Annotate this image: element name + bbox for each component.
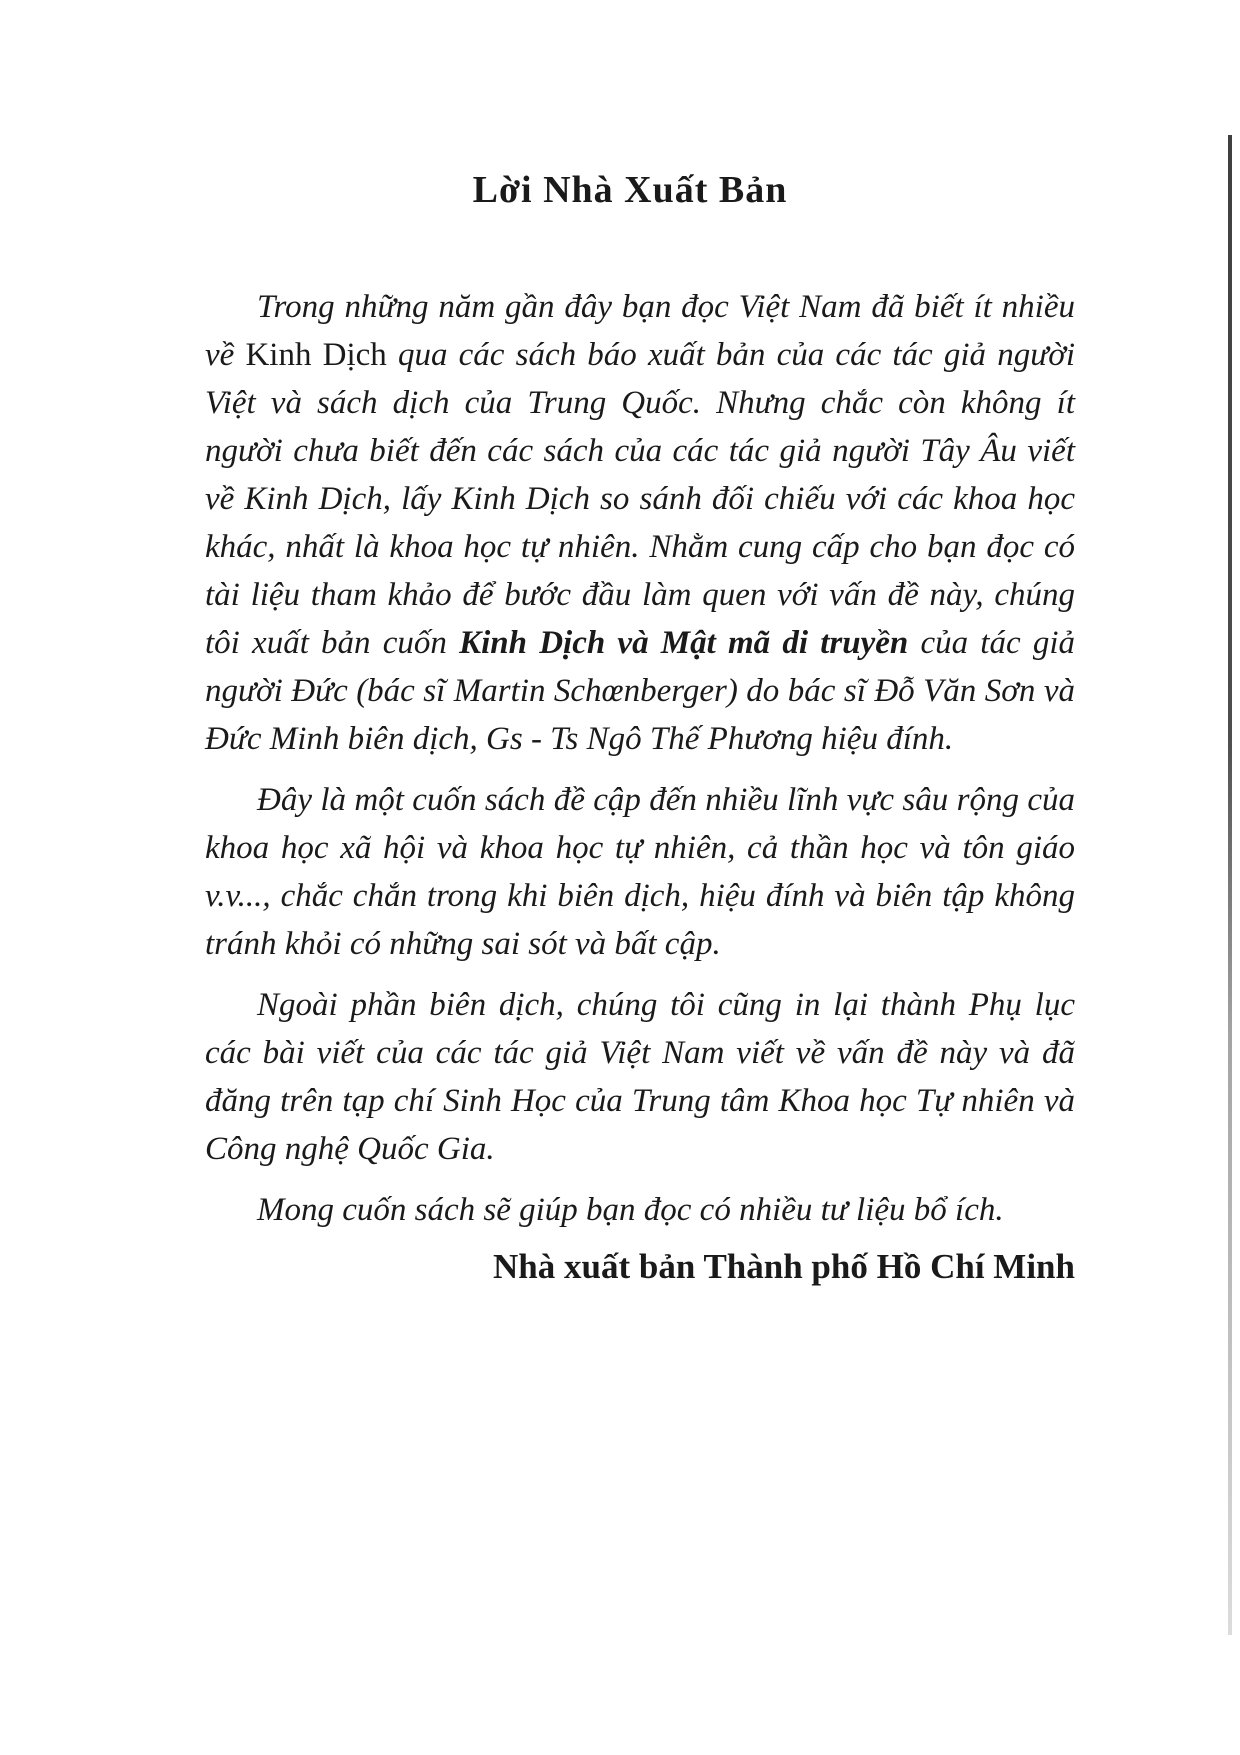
page-title: Lời Nhà Xuất Bản (472, 169, 788, 211)
paragraph-1 (205, 283, 1075, 763)
paragraph-4: Mong cuốn sách sẽ giúp bạn đọc có nhiều tư liệu bổ ích. (257, 1192, 1004, 1228)
publisher-signature: Nhà xuất bản Thành phố Hồ Chí Minh (493, 1247, 1075, 1286)
preface-body (205, 283, 1075, 1287)
paragraph-1-text-c: của tác giả người Đức (bác sĩ Martin Schœnberger) do bác sĩ Đỗ Văn Sơn và Đức Minh biên dịch, Gs - Ts Ngô Thế Phương hiệu đính. (205, 625, 1075, 757)
paragraph-1-text-b: qua các sách báo xuất bản của các tác giả người Việt và sách dịch của Trung Quốc. Nhưng chắc còn không ít người chưa biết đến các sách của các tác giả người Tây Âu viết về Kinh Dịch, lấy Kinh Dịch so sánh đối chiếu với các khoa học khác, nhất là khoa học tự nhiên. Nhằm cung cấp cho bạn đọc có tài liệu tham khảo để bước đầu làm quen với vấn đề này, chúng tôi xuất bản cuốn (205, 337, 1075, 661)
paragraph-3: Ngoài phần biên dịch, chúng tôi cũng in lại thành Phụ lục các bài viết của các tác giả Việt Nam viết về vấn đề này và đã đăng trên tạp chí Sinh Học của Trung tâm Khoa học Tự nhiên và Công nghệ Quốc Gia. (205, 987, 1075, 1167)
paragraph-2: Đây là một cuốn sách đề cập đến nhiều lĩnh vực sâu rộng của khoa học xã hội và khoa học tự nhiên, cả thần học và tôn giáo v.v..., chắc chắn trong khi biên dịch, hiệu đính và biên tập không tránh khỏi có những sai sót và bất cập. (205, 782, 1075, 962)
page-edge-shadow (1228, 135, 1232, 1635)
paragraph-1-text-a: Trong những năm gần đây bạn đọc Việt Nam đã biết ít nhiều về (205, 289, 1075, 373)
book-term-kinh-dich: Kinh Dịch (245, 337, 387, 373)
book-title-emphasis: Kinh Dịch và Mật mã di truyền (459, 625, 909, 661)
